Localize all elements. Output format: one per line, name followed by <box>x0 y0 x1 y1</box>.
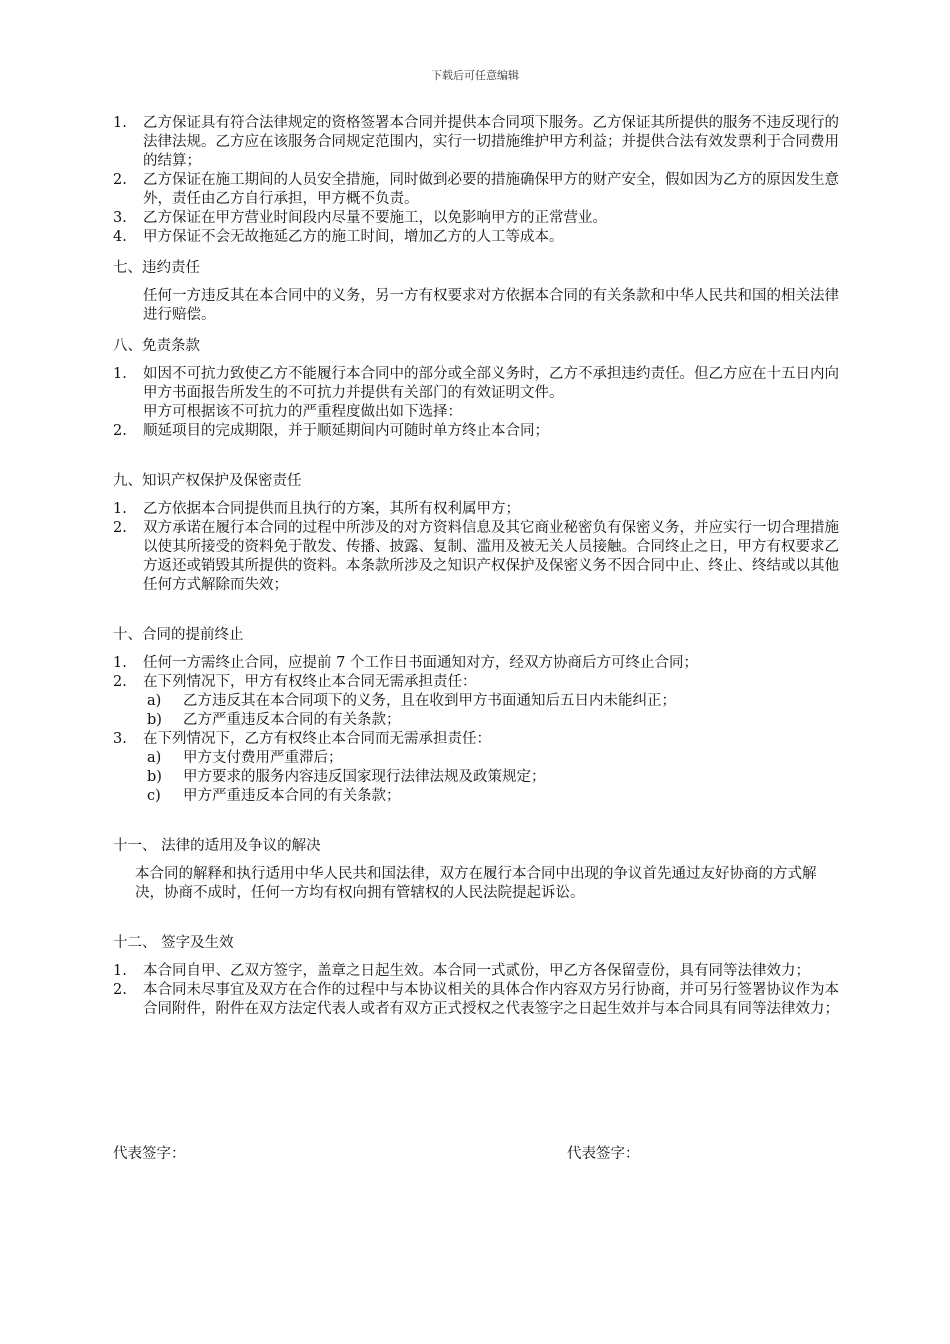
item-text: 双方承诺在履行本合同的过程中所涉及的对方资料信息及其它商业秘密负有保密义务，并应实行一切合理措施以使其所接受的资料免于散发、传播、披露、复制、滥用及被无关人员接触。合同终止之日，甲方有权要求乙方返还或销毁其所提供的资料。本条款所涉及之知识产权保护及保密义务不因合同中止、终止、终结或以其他任何方式解除而失效； <box>143 520 839 593</box>
list-item <box>113 228 843 247</box>
contract-body <box>113 114 843 1019</box>
section-heading-effect: 十二、 签字及生效 <box>113 935 234 951</box>
item-text: 本合同自甲、乙双方签字，盖章之日起生效。本合同一式贰份，甲乙方各保留壹份，具有同等法律效力； <box>143 963 810 979</box>
list-item <box>113 962 843 981</box>
section-heading-exemption: 八、免责条款 <box>113 338 200 354</box>
sub-item-letter: a) <box>147 750 162 766</box>
signature-label-right: 代表签字： <box>567 1146 640 1162</box>
item-number: 2. <box>113 520 127 536</box>
sub-item-letter: b) <box>147 769 162 785</box>
list-item <box>113 730 843 749</box>
item-number: 3. <box>113 210 127 226</box>
item-number: 1. <box>113 963 127 979</box>
item-text: 乙方保证具有符合法律规定的资格签署本合同并提供本合同项下服务。乙方保证其所提供的服务不违反现行的法律法规。乙方应在该服务合同规定范围内，实行一切措施维护甲方利益；并提供合法有效发票利于合同费用的结算； <box>143 115 839 169</box>
list-item <box>113 365 843 403</box>
sub-item-text: 乙方违反其在本合同项下的义务，且在收到甲方书面通知后五日内未能纠正； <box>183 693 676 709</box>
item-text: 甲方保证不会无故拖延乙方的施工时间，增加乙方的人工等成本。 <box>143 229 564 245</box>
page-header: 下载后可任意编辑 <box>431 69 519 82</box>
sub-item <box>113 768 843 787</box>
breach-paragraph: 任何一方违反其在本合同中的义务，另一方有权要求对方依据本合同的有关条款和中华人民共和国的相关法律进行赔偿。 <box>143 288 839 323</box>
item-number: 4. <box>113 229 127 245</box>
item-number: 1. <box>113 115 127 131</box>
list-item <box>113 209 843 228</box>
item-number: 3. <box>113 731 127 747</box>
item-number: 2. <box>113 674 127 690</box>
list-item <box>113 114 843 171</box>
law-paragraph: 本合同的解释和执行适用中华人民共和国法律，双方在履行本合同中出现的争议首先通过友好协商的方式解决，协商不成时，任何一方均有权向拥有管辖权的人民法院提起诉讼。 <box>135 866 817 901</box>
item-number: 1. <box>113 655 127 671</box>
item-text: 在下列情况下，甲方有权终止本合同无需承担责任： <box>143 674 477 690</box>
item-text: 在下列情况下，乙方有权终止本合同而无需承担责任： <box>143 731 491 747</box>
item-text: 如因不可抗力致使乙方不能履行本合同中的部分或全部义务时，乙方不承担违约责任。但乙方应在十五日内向甲方书面报告所发生的不可抗力并提供有关部门的有效证明文件。 <box>143 366 839 401</box>
item-number: 1. <box>113 366 127 382</box>
section-heading-termination: 十、合同的提前终止 <box>113 627 244 643</box>
item-text: 本合同未尽事宜及双方在合作的过程中与本协议相关的具体合作内容双方另行协商，并可另行签署协议作为本合同附件，附件在双方法定代表人或者有双方正式授权之代表签字之日起生效并与本合同具有同等法律效力； <box>143 982 839 1017</box>
item-text: 乙方保证在甲方营业时间段内尽量不要施工，以免影响甲方的正常营业。 <box>143 210 607 226</box>
section-heading-ip: 九、知识产权保护及保密责任 <box>113 473 302 489</box>
sub-item-letter: b) <box>147 712 162 728</box>
list-item <box>113 519 843 595</box>
item-number: 2. <box>113 982 127 998</box>
item-number: 2. <box>113 172 127 188</box>
sub-item-letter: c) <box>147 788 161 804</box>
sub-item <box>113 692 843 711</box>
item-text: 乙方保证在施工期间的人员安全措施，同时做到必要的措施确保甲方的财产安全，假如因为乙方的原因发生意外，责任由乙方自行承担，甲方概不负责。 <box>143 172 839 207</box>
sub-item <box>113 749 843 768</box>
list-item <box>113 422 843 441</box>
item-text: 任何一方需终止合同，应提前 7 个工作日书面通知对方，经双方协商后方可终止合同； <box>143 655 698 671</box>
list-item <box>113 654 843 673</box>
signature-label-left: 代表签字： <box>113 1146 186 1162</box>
sub-item-text: 甲方支付费用严重滞后； <box>183 750 343 766</box>
item-text: 乙方依据本合同提供而且执行的方案，其所有权利属甲方； <box>143 501 520 517</box>
item-number: 2. <box>113 423 127 439</box>
section-heading-law: 十一、 法律的适用及争议的解决 <box>113 838 321 854</box>
sub-item <box>113 787 843 806</box>
list-item <box>113 171 843 209</box>
list-item <box>113 981 843 1019</box>
sub-item-text: 甲方严重违反本合同的有关条款； <box>183 788 401 804</box>
section-heading-breach: 七、违约责任 <box>113 260 200 276</box>
item-text: 顺延项目的完成期限，并于顺延期间内可随时单方终止本合同； <box>143 423 549 439</box>
sub-item-text: 甲方要求的服务内容违反国家现行法律法规及政策规定； <box>183 769 546 785</box>
item-continuation: 甲方可根据该不可抗力的严重程度做出如下选择： <box>143 404 462 420</box>
sub-item-text: 乙方严重违反本合同的有关条款； <box>183 712 401 728</box>
list-item <box>113 500 843 519</box>
sub-item-letter: a) <box>147 693 162 709</box>
sub-item <box>113 711 843 730</box>
list-item <box>113 673 843 692</box>
item-number: 1. <box>113 501 127 517</box>
